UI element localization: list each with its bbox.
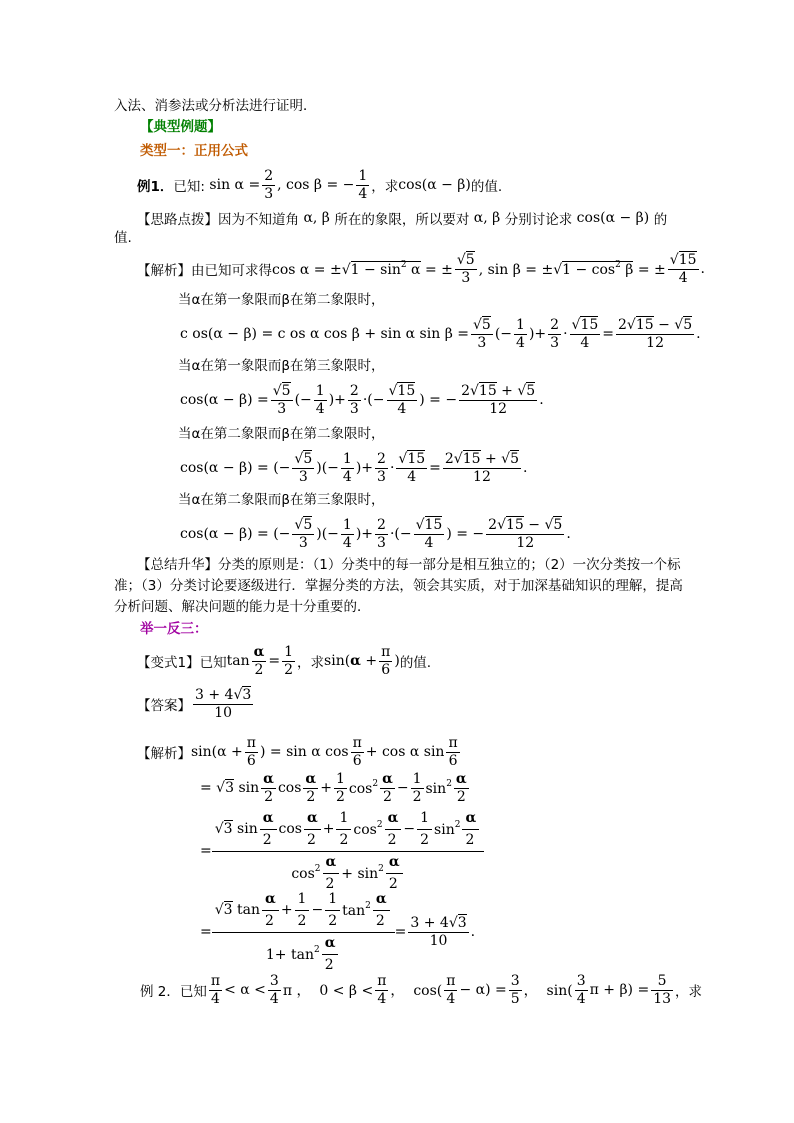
variant1-tail: 的值. [399,655,432,671]
case3-text: 当α在第二象限而β在第二象限时， [178,426,385,442]
example1-suffix: ，求 [371,179,399,195]
heading-practice: 举一反三： [140,621,208,637]
case1-formula: c os(α − β) = c os α cos β + sin α sin β = $\frac{√5}{3}$ (− $\frac{1}{4}$ )+ $\frac{2}{3}$ · $\frac{√15}{4}$ = $\frac{2√15 - √5}{12}$ . [180,316,701,351]
case1-text: 当α在第一象限而β在第二象限时， [178,292,385,308]
solution2-line4: = √3 tan $\frac{\alpha}{2}$ + $\frac{1}{2}$ − $\frac{1}{2}$ $\tan^2$ $\frac{\alpha}{2}$ $1+ \tan^2$ $\frac{\alpha}{2}$ = $\frac{3 + 4√3}{10}$ . [200,890,476,973]
example1-label: 例1． [137,179,174,195]
example2-prefix: 已知 [179,984,207,1000]
case3-formula: cos(α − β) = (− $\frac{√5}{3}$ )(− $\frac{1}{4}$ )+ $\frac{2}{3}$ · $\frac{√15}{4}$ = $\frac{2√15 + √5}{12}$ . [180,450,528,485]
answer-line: 【答案】 $\frac{3 + 4√3}{10}$ [137,686,252,721]
solution2-line3: = √3 sin $\frac{\alpha}{2}$ cos $\frac{\alpha}{2}$ + $\frac{1}{2}$ $\cos^2$ $\frac{\alpha}{2}$ − $\frac{1}{2}$ $\sin^2$ $\frac{\alpha}{2}$ $\cos^2$ $\frac{\alpha}{2}$ + $\sin^2$ $\frac{\alpha}{2}$ [200,812,484,890]
heading-typical-examples: 【典型例题】 [140,119,221,135]
case2-formula: cos(α − β) = $\frac{√5}{3}$ (− $\frac{1}{4}$ )+ $\frac{2}{3}$ ·(− $\frac{√15}{4}$ ) = − $\frac{2√15 + √5}{12}$ . [180,382,544,417]
summary-paragraph [114,555,684,618]
example2-label: 例 2． [140,984,180,1000]
variant1-prefix: 已知 [199,655,227,671]
solution-label: 【解析】 [137,263,191,279]
hint-text-4: 的 [653,212,668,228]
example2-tail: ，求 [675,984,703,1000]
solution2-line1: 【解析】 sin(α + $\frac{\pi}{6}$ ) = sin α cos $\frac{\pi}{6}$ + cos α sin $\frac{\pi}{6}$ [137,734,458,769]
case2-text: 当α在第一象限而β在第三象限时， [178,358,385,374]
answer-label: 【答案】 [137,698,191,714]
hint-text-3: 分别讨论求 [504,212,573,228]
summary-label: 【总结升华】 [137,557,218,573]
variant1-suffix: ，求 [297,655,325,671]
heading-type-one: 类型一：正用公式 [140,143,248,159]
hint-text-1: 因为不知道角 [218,212,299,228]
solution-intro: 由已知可求得 [191,263,272,279]
example1-prefix: 已知: [173,179,205,195]
summary-text: 分类的原则是：（1）分类中的每一部分是相互独立的；（2）一次分类按一个标准；（3）分类讨论要逐级进行．掌握分类的方法，领会其实质，对于加深基础知识的理解，提高分析问题、解决问题的能力是十分重要的． [114,557,683,615]
example2-line: 例 2． 已知 $\frac{\pi}{4}$ < α < $\frac{3}{4}$ π ， 0 < β < $\frac{\pi}{4}$ ， cos( $\frac{\pi}{4}$ − α) = $\frac{3}{5}$ ， sin( $\frac{3}{4}$ π + β) = $\frac{5}{13}$ ，求 [140,972,703,1007]
example1-tail: 的值. [470,179,503,195]
hint-text-2: 所在的象限，所以要对 [334,212,470,228]
case4-formula: cos(α − β) = (− $\frac{√5}{3}$ )(− $\frac{1}{4}$ )+ $\frac{2}{3}$ ·(− $\frac{√15}{4}$ ) = − $\frac{2√15 - √5}{12}$ . [180,516,571,551]
hint-label: 【思路点拨】 [137,212,218,228]
solution2-label: 【解析】 [137,746,191,762]
continuation-line: 入法、消参法或分析法进行证明． [114,98,317,114]
example1-line: 例1． 已知: sin α = $\frac{2}{3}$ , cos β = − $\frac{1}{4}$ ，求 cos(α − β) 的值. [137,167,503,202]
case4-text: 当α在第二象限而β在第三象限时， [178,492,385,508]
solution2-line2: = √3 sin $\frac{\alpha}{2}$ cos $\frac{\alpha}{2}$ + $\frac{1}{2}$ $\cos^2$ $\frac{\alpha}{2}$ − $\frac{1}{2}$ $\sin^2$ $\frac{\alpha}{2}$ [200,770,467,805]
variant1-line: 【变式1】 已知 tan $\frac{\alpha}{2}$ = $\frac{1}{2}$ ，求 sin(α + $\frac{\pi}{6}$ ) 的值. [137,643,432,678]
solution-intro-line: 【解析】 由已知可求得 $\cos \alpha = \pm√1 - \sin^2 \alpha$ = ± $\frac{√5}{3}$ , $\sin \beta = \pm√1 - \cos^2 \beta$ = ± $\frac{√15}{4}$ . [137,251,705,286]
variant1-label: 【变式1】 [137,655,200,671]
hint-line-2: 值. [114,230,132,246]
hint-line: 【思路点拨】 因为不知道角 α, β 所在的象限，所以要对 α, β 分别讨论求 cos(α − β) 的 [137,210,668,228]
